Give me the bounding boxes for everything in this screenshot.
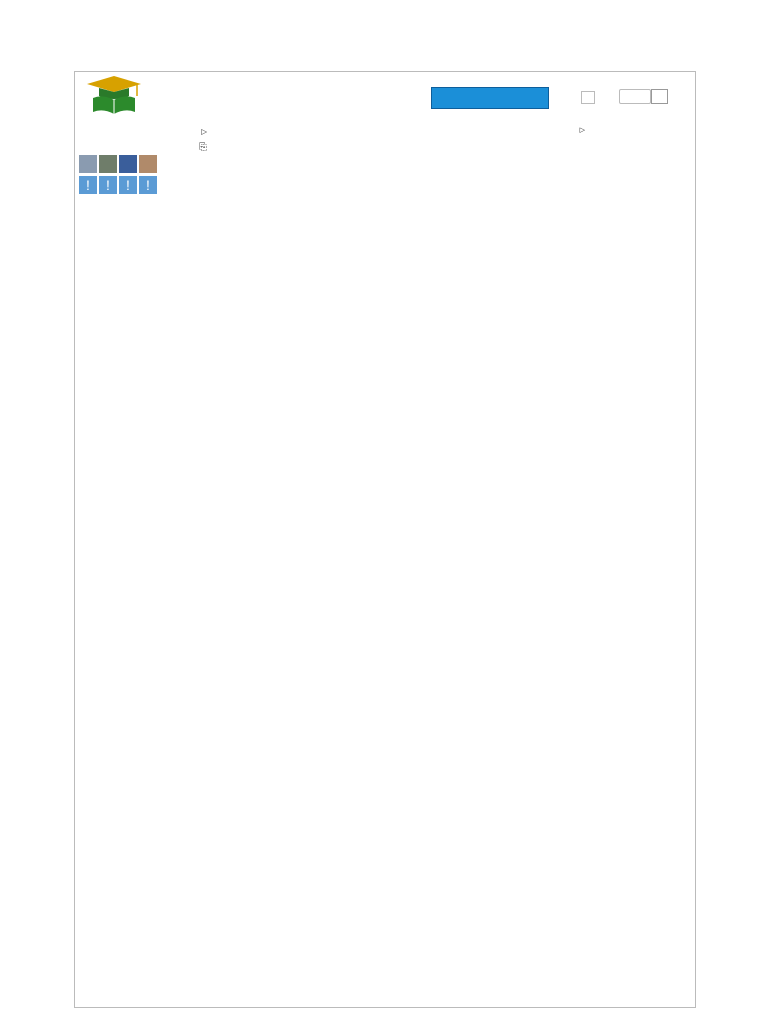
print-header <box>22 22 746 42</box>
default-avatar-icon[interactable]: ! <box>119 176 137 194</box>
member-avatar[interactable] <box>79 155 97 173</box>
adchoices-label[interactable]: ▷ <box>201 127 207 136</box>
like-count <box>651 89 668 104</box>
print-footer <box>22 1014 746 1028</box>
members-count <box>79 144 207 151</box>
member-avatar[interactable] <box>119 155 137 173</box>
default-avatar-icon[interactable]: ! <box>99 176 117 194</box>
google-friend-connect-icon[interactable]: ⎘ <box>199 142 207 153</box>
member-avatar[interactable] <box>99 155 117 173</box>
plus-one-counter[interactable] <box>581 91 595 104</box>
main-content <box>213 122 585 144</box>
site-logo[interactable] <box>81 76 411 116</box>
adchoices-label-main[interactable]: ▷ <box>579 127 585 134</box>
member-avatars <box>79 154 169 196</box>
like-button[interactable] <box>619 89 651 104</box>
member-avatar[interactable] <box>139 155 157 173</box>
online-schools-button[interactable] <box>431 87 549 109</box>
page-frame <box>74 71 696 1008</box>
default-avatar-icon[interactable]: ! <box>79 176 97 194</box>
default-avatar-icon[interactable]: ! <box>139 176 157 194</box>
graduation-cap-book-icon <box>81 76 147 116</box>
left-sidebar <box>79 122 207 206</box>
